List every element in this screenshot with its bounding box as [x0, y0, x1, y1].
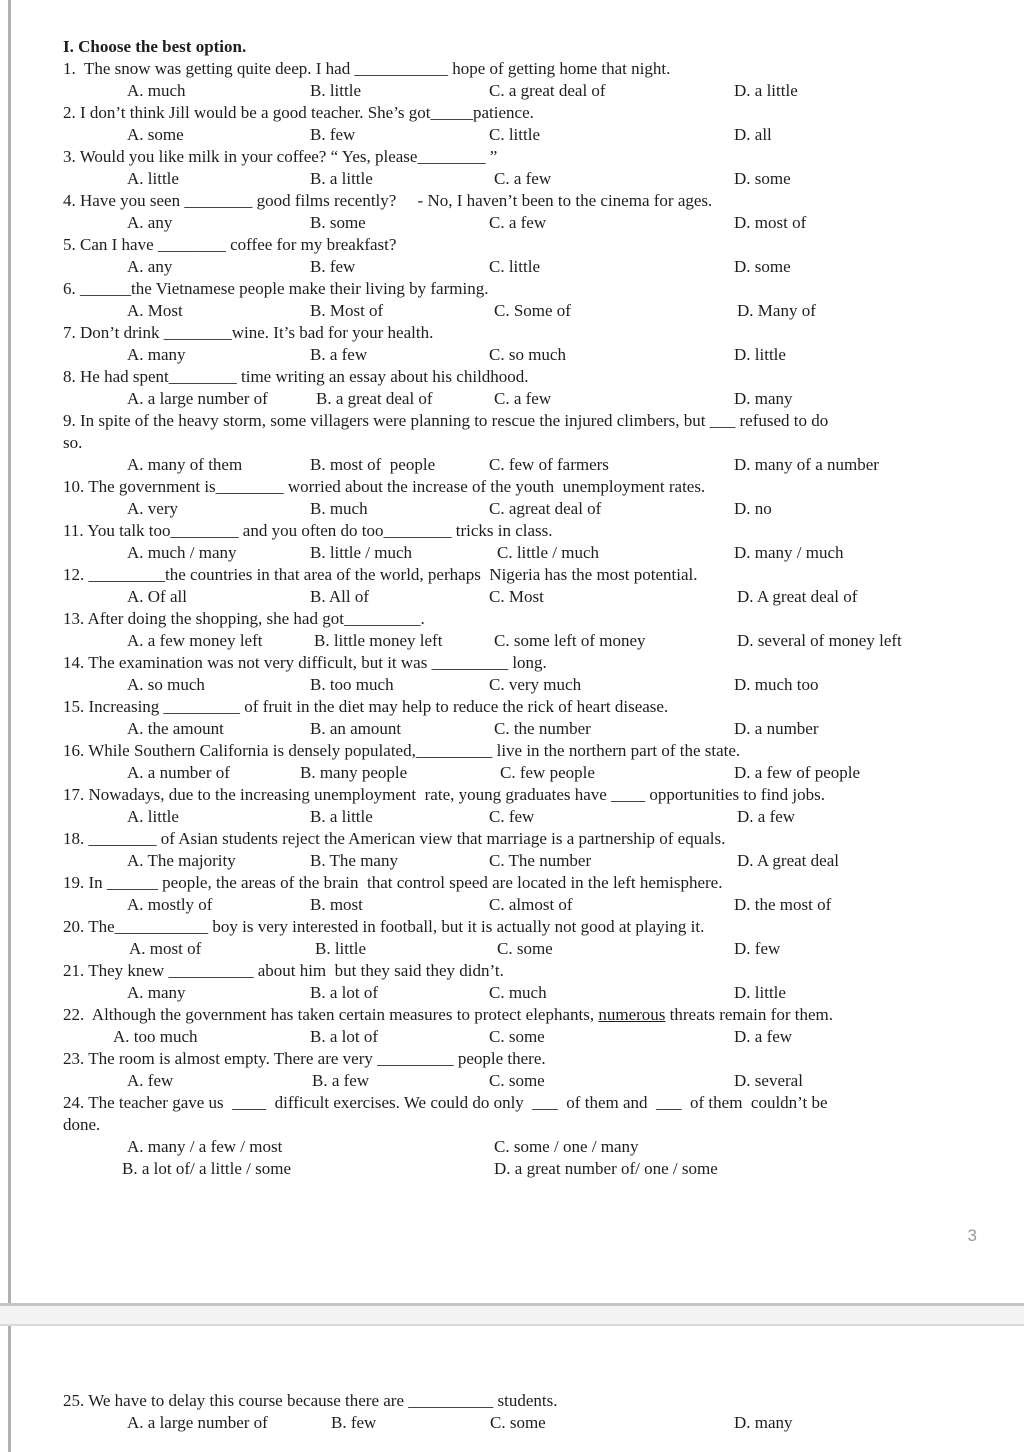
option-24-D: D. a great number of/ one / some — [494, 1159, 718, 1178]
question-19-text — [63, 872, 1004, 894]
question-text-segment: 1. The snow was getting quite deep. I had ___________ hope of getting home that night. — [63, 59, 671, 78]
question-8 — [63, 366, 1004, 410]
underlined-word: numerous — [598, 1005, 666, 1024]
option-23-C: C. some — [489, 1071, 545, 1090]
page-2 — [8, 1326, 1024, 1452]
question-text-segment: done. — [63, 1115, 101, 1134]
option-18-A: A. The majority — [127, 851, 236, 870]
option-14-A: A. so much — [127, 675, 205, 694]
question-18-options-row — [63, 850, 1004, 872]
option-20-A: A. most of — [129, 939, 202, 958]
question-6-text — [63, 278, 1004, 300]
question-24-options-row — [63, 1136, 1004, 1158]
question-8-text — [63, 366, 1004, 388]
option-8-A: A. a large number of — [127, 389, 268, 408]
option-24-C: C. some / one / many — [494, 1137, 639, 1156]
option-9-C: C. few of farmers — [489, 455, 609, 474]
option-25-B: B. few — [331, 1413, 377, 1432]
question-17-options-row — [63, 806, 1004, 828]
question-text-segment: 13. After doing the shopping, she had got_________. — [63, 609, 425, 628]
question-text-segment: 3. Would you like milk in your coffee? “ Yes, please________ ” — [63, 147, 498, 166]
option-13-D: D. several of money left — [737, 631, 902, 650]
question-4 — [63, 190, 1004, 234]
question-text-segment: 15. Increasing _________ of fruit in the diet may help to reduce the rick of heart disease. — [63, 697, 669, 716]
option-16-A: A. a number of — [127, 763, 230, 782]
question-text-segment: 2. I don’t think Jill would be a good teacher. She’s got_____patience. — [63, 103, 534, 122]
option-21-A: A. many — [127, 983, 186, 1002]
option-13-B: B. little money left — [314, 631, 443, 650]
question-7-text — [63, 322, 1004, 344]
option-17-B: B. a little — [310, 807, 373, 826]
question-7 — [63, 322, 1004, 366]
option-3-B: B. a little — [310, 169, 373, 188]
question-9-options-row — [63, 454, 1004, 476]
question-10-options-row — [63, 498, 1004, 520]
option-8-C: C. a few — [494, 389, 552, 408]
option-21-B: B. a lot of — [310, 983, 378, 1002]
option-17-A: A. little — [127, 807, 179, 826]
question-10 — [63, 476, 1004, 520]
question-13-text — [63, 608, 1004, 630]
option-24-B: B. a lot of/ a little / some — [122, 1159, 292, 1178]
question-9 — [63, 410, 1004, 476]
option-18-C: C. The number — [489, 851, 592, 870]
option-4-D: D. most of — [734, 213, 807, 232]
question-1 — [63, 58, 1004, 102]
question-12 — [63, 564, 1004, 608]
page-1-content — [11, 0, 1024, 1180]
question-1-text — [63, 58, 1004, 80]
option-19-B: B. most — [310, 895, 363, 914]
option-3-A: A. little — [127, 169, 179, 188]
question-16-options-row — [63, 762, 1004, 784]
option-1-C: C. a great deal of — [489, 81, 606, 100]
option-19-C: C. almost of — [489, 895, 573, 914]
question-25-text — [63, 1390, 1004, 1412]
option-4-A: A. any — [127, 213, 173, 232]
question-text-segment: 21. They knew __________ about him but they said they didn’t. — [63, 961, 504, 980]
question-15-options-row — [63, 718, 1004, 740]
question-15 — [63, 696, 1004, 740]
option-15-B: B. an amount — [310, 719, 402, 738]
question-12-options-row — [63, 586, 1004, 608]
page-1 — [8, 0, 1024, 1303]
option-25-D: D. many — [734, 1413, 793, 1432]
page-2-content — [11, 1326, 1024, 1434]
question-text-segment: 8. He had spent________ time writing an essay about his childhood. — [63, 367, 529, 386]
question-text-segment: 10. The government is________ worried about the increase of the youth unemployment rates. — [63, 477, 706, 496]
section-title: I. Choose the best option. — [63, 37, 247, 56]
option-11-B: B. little / much — [310, 543, 412, 562]
option-22-C: C. some — [489, 1027, 545, 1046]
question-text-segment: 25. We have to delay this course because there are __________ students. — [63, 1391, 558, 1410]
question-text-segment: 16. While Southern California is densely populated,_________ live in the northern part of the state. — [63, 741, 741, 760]
option-1-D: D. a little — [734, 81, 798, 100]
questions-list-page-1 — [63, 58, 1004, 1180]
option-5-C: C. little — [489, 257, 540, 276]
question-text-segment: 19. In ______ people, the areas of the brain that control speed are located in the left hemisphere. — [63, 873, 723, 892]
option-5-B: B. few — [310, 257, 356, 276]
option-19-A: A. mostly of — [127, 895, 213, 914]
question-7-options-row — [63, 344, 1004, 366]
option-15-D: D. a number — [734, 719, 819, 738]
question-3-text — [63, 146, 1004, 168]
question-text-segment: 9. In spite of the heavy storm, some villagers were planning to rescue the injured climbers, but ___ refused to do — [63, 411, 829, 430]
option-21-C: C. much — [489, 983, 547, 1002]
option-23-A: A. few — [127, 1071, 174, 1090]
question-text-segment: 18. ________ of Asian students reject the American view that marriage is a partnership of equals. — [63, 829, 726, 848]
option-4-C: C. a few — [489, 213, 547, 232]
question-23 — [63, 1048, 1004, 1092]
question-17 — [63, 784, 1004, 828]
question-14-options-row — [63, 674, 1004, 696]
option-3-C: C. a few — [494, 169, 552, 188]
question-1-options-row — [63, 80, 1004, 102]
question-25 — [63, 1390, 1004, 1434]
question-text-segment: 4. Have you seen ________ good films recently? - No, I haven’t been to the cinema for ages. — [63, 191, 713, 210]
question-6 — [63, 278, 1004, 322]
option-17-C: C. few — [489, 807, 535, 826]
question-4-text — [63, 190, 1004, 212]
question-text-segment: 17. Nowadays, due to the increasing unemployment rate, young graduates have ____ opportunities to find jobs. — [63, 785, 826, 804]
question-21 — [63, 960, 1004, 1004]
question-5-text — [63, 234, 1004, 256]
question-20 — [63, 916, 1004, 960]
question-14 — [63, 652, 1004, 696]
question-22-text — [63, 1004, 1004, 1026]
question-text-segment: 7. Don’t drink ________wine. It’s bad for your health. — [63, 323, 434, 342]
option-25-A: A. a large number of — [127, 1413, 268, 1432]
question-20-text — [63, 916, 1004, 938]
question-text-segment: 20. The___________ boy is very interested in football, but it is actually not good at playing it. — [63, 917, 705, 936]
question-6-options-row — [63, 300, 1004, 322]
question-text-segment: 12. _________the countries in that area of the world, perhaps Nigeria has the most potential. — [63, 565, 698, 584]
option-2-B: B. few — [310, 125, 356, 144]
option-6-C: C. Some of — [494, 301, 571, 320]
question-13 — [63, 608, 1004, 652]
question-15-text — [63, 696, 1004, 718]
option-14-B: B. too much — [310, 675, 394, 694]
question-24-text — [63, 1092, 1004, 1136]
question-20-options-row — [63, 938, 1004, 960]
question-22-options-row — [63, 1026, 1004, 1048]
question-12-text — [63, 564, 1004, 586]
question-11 — [63, 520, 1004, 564]
option-22-B: B. a lot of — [310, 1027, 378, 1046]
option-15-C: C. the number — [494, 719, 591, 738]
question-2-options-row — [63, 124, 1004, 146]
question-5-options-row — [63, 256, 1004, 278]
option-20-C: C. some — [497, 939, 553, 958]
question-10-text — [63, 476, 1004, 498]
option-4-B: B. some — [310, 213, 366, 232]
question-text-segment: 22. Although the government has taken certain measures to protect elephants, — [63, 1005, 599, 1024]
page-number: 3 — [967, 1226, 977, 1245]
option-10-B: B. much — [310, 499, 368, 518]
option-21-D: D. little — [734, 983, 786, 1002]
question-3 — [63, 146, 1004, 190]
question-text-segment: 11. You talk too________ and you often do too________ tricks in class. — [63, 521, 553, 540]
option-9-B: B. most of people — [310, 455, 436, 474]
option-22-D: D. a few — [734, 1027, 793, 1046]
question-24-options-row — [63, 1158, 1004, 1180]
option-1-A: A. much — [127, 81, 186, 100]
option-11-D: D. many / much — [734, 543, 844, 562]
question-16 — [63, 740, 1004, 784]
option-12-D: D. A great deal of — [737, 587, 858, 606]
option-12-C: C. Most — [489, 587, 544, 606]
option-16-D: D. a few of people — [734, 763, 861, 782]
option-25-C: C. some — [490, 1413, 546, 1432]
question-18 — [63, 828, 1004, 872]
option-23-B: B. a few — [312, 1071, 370, 1090]
option-12-B: B. All of — [310, 587, 370, 606]
option-9-A: A. many of them — [127, 455, 243, 474]
question-4-options-row — [63, 212, 1004, 234]
option-6-A: A. Most — [127, 301, 183, 320]
option-7-B: B. a few — [310, 345, 368, 364]
question-3-options-row — [63, 168, 1004, 190]
option-12-A: A. Of all — [127, 587, 187, 606]
option-15-A: A. the amount — [127, 719, 224, 738]
option-13-A: A. a few money left — [127, 631, 263, 650]
option-2-C: C. little — [489, 125, 540, 144]
question-13-options-row — [63, 630, 1004, 652]
option-9-D: D. many of a number — [734, 455, 879, 474]
question-11-options-row — [63, 542, 1004, 564]
question-19-options-row — [63, 894, 1004, 916]
question-23-text — [63, 1048, 1004, 1070]
option-20-B: B. little — [315, 939, 366, 958]
question-2 — [63, 102, 1004, 146]
option-1-B: B. little — [310, 81, 361, 100]
option-7-C: C. so much — [489, 345, 566, 364]
option-16-B: B. many people — [300, 763, 408, 782]
question-text-segment: 23. The room is almost empty. There are very _________ people there. — [63, 1049, 546, 1068]
question-14-text — [63, 652, 1004, 674]
question-17-text — [63, 784, 1004, 806]
questions-list-page-2 — [63, 1390, 1004, 1434]
question-16-text — [63, 740, 1004, 762]
question-11-text — [63, 520, 1004, 542]
question-9-text — [63, 410, 1004, 454]
option-13-C: C. some left of money — [494, 631, 646, 650]
question-21-text — [63, 960, 1004, 982]
page-gap-divider — [0, 1303, 1024, 1326]
question-25-options-row — [63, 1412, 1004, 1434]
question-2-text — [63, 102, 1004, 124]
option-8-D: D. many — [734, 389, 793, 408]
question-text-segment: threats remain for them. — [665, 1005, 833, 1024]
option-8-B: B. a great deal of — [316, 389, 433, 408]
question-text-segment: so. — [63, 433, 83, 452]
option-6-D: D. Many of — [737, 301, 816, 320]
option-5-D: D. some — [734, 257, 791, 276]
question-text-segment: 6. ______the Vietnamese people make their living by farming. — [63, 279, 489, 298]
question-8-options-row — [63, 388, 1004, 410]
option-3-D: D. some — [734, 169, 791, 188]
question-text-segment: 14. The examination was not very difficult, but it was _________ long. — [63, 653, 547, 672]
option-5-A: A. any — [127, 257, 173, 276]
question-21-options-row — [63, 982, 1004, 1004]
option-17-D: D. a few — [737, 807, 796, 826]
option-18-B: B. The many — [310, 851, 398, 870]
question-24 — [63, 1092, 1004, 1180]
question-text-segment: 5. Can I have ________ coffee for my breakfast? — [63, 235, 397, 254]
option-10-A: A. very — [127, 499, 178, 518]
option-18-D: D. A great deal — [737, 851, 839, 870]
option-2-D: D. all — [734, 125, 772, 144]
option-6-B: B. Most of — [310, 301, 384, 320]
question-23-options-row — [63, 1070, 1004, 1092]
option-20-D: D. few — [734, 939, 781, 958]
question-19 — [63, 872, 1004, 916]
question-22 — [63, 1004, 1004, 1048]
option-23-D: D. several — [734, 1071, 803, 1090]
question-5 — [63, 234, 1004, 278]
option-14-D: D. much too — [734, 675, 819, 694]
option-10-D: D. no — [734, 499, 772, 518]
option-24-A: A. many / a few / most — [127, 1137, 283, 1156]
option-10-C: C. agreat deal of — [489, 499, 602, 518]
option-11-A: A. much / many — [127, 543, 237, 562]
question-text-segment: 24. The teacher gave us ____ difficult exercises. We could do only ___ of them and ___ of them couldn’t be — [63, 1093, 828, 1112]
option-7-D: D. little — [734, 345, 786, 364]
option-14-C: C. very much — [489, 675, 582, 694]
question-18-text — [63, 828, 1004, 850]
option-2-A: A. some — [127, 125, 184, 144]
option-22-A: A. too much — [113, 1027, 198, 1046]
option-19-D: D. the most of — [734, 895, 832, 914]
option-11-C: C. little / much — [497, 543, 599, 562]
option-16-C: C. few people — [500, 763, 595, 782]
option-7-A: A. many — [127, 345, 186, 364]
